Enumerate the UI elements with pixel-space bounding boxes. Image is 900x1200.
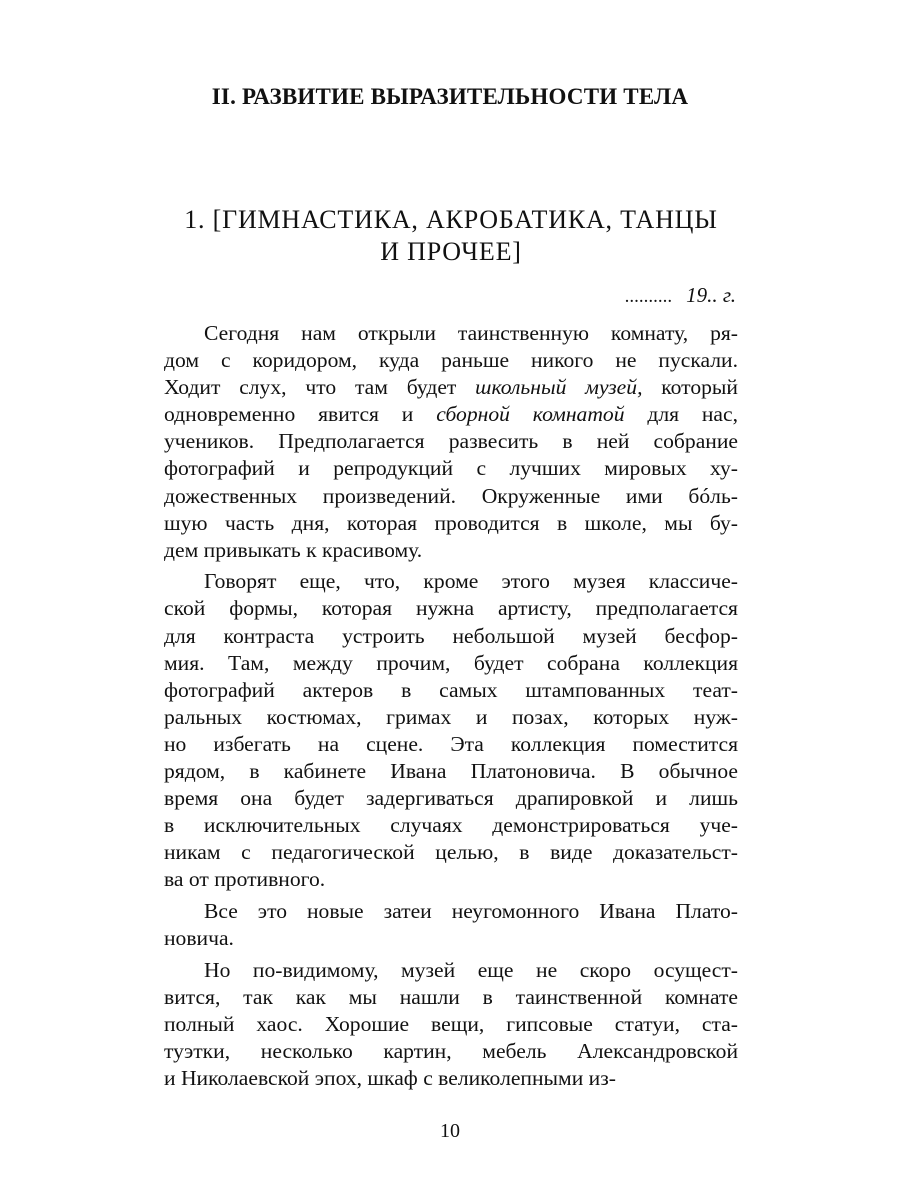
- text-line: одновременно явится и сборной комнатой для нас,: [164, 402, 739, 427]
- emphasized-phrase: школьный музей,: [475, 375, 643, 400]
- chapter-title: [163, 204, 739, 268]
- text-line: в исключительных случаях демонстрироваться уче-: [164, 813, 738, 838]
- body-text: [164, 320, 738, 1097]
- text-line: Говорят еще, что, кроме этого музея классиче-: [204, 569, 738, 594]
- paragraph: [164, 568, 738, 893]
- paragraph: [164, 320, 738, 564]
- text-line: ральных костюмах, гримах и позах, которых нуж-: [164, 704, 738, 729]
- text-line: Ходит слух, что там будет школьный музей, который: [164, 375, 738, 400]
- text-line: новича.: [164, 926, 234, 951]
- text-line: учеников. Предполагается развесить в ней собрание: [164, 429, 738, 454]
- text-line: Сегодня нам открыли таинственную комнату, ря-: [204, 321, 738, 345]
- text-line: никам с педагогической целью, в виде доказательст-: [164, 840, 738, 865]
- text-line: полный хаос. Хорошие вещи, гипсовые статуи, ста-: [164, 1011, 738, 1036]
- paragraph: [164, 957, 738, 1092]
- date-year: 19.. г.: [686, 283, 736, 307]
- text-line: ской формы, которая нужна артисту, предполагается: [164, 596, 738, 621]
- entry-date: [625, 283, 736, 308]
- text-line: дом с коридором, куда раньше никого не пускали.: [164, 348, 738, 373]
- text-line: дем привыкать к красивому.: [164, 537, 423, 562]
- part-title: II. РАЗВИТИЕ ВЫРАЗИТЕЛЬНОСТИ ТЕЛА: [211, 84, 689, 109]
- text-line: для контраста устроить небольшой музей бесфор-: [164, 623, 738, 648]
- text-line: время она будет задергиваться драпировкой и лишь: [164, 786, 738, 811]
- text-line: мия. Там, между прочим, будет собрана коллекция: [164, 650, 738, 675]
- text-line: фотографий и репродукций с лучших мировых ху-: [164, 456, 738, 481]
- text-line: туэтки, несколько картин, мебель Александровской: [164, 1038, 738, 1063]
- text-line: Но по-видимому, музей еще не скоро осущест-: [204, 957, 738, 982]
- chapter-title-line: 1. [ГИМНАСТИКА, АКРОБАТИКА, ТАНЦЫ: [184, 205, 718, 234]
- text-line: шую часть дня, которая проводится в школе, мы бу-: [164, 510, 738, 535]
- emphasized-phrase: сборной комнатой: [436, 402, 625, 427]
- page-number: 10: [440, 1120, 460, 1142]
- text-line: Все это новые затеи неугомонного Ивана Плато-: [204, 898, 738, 923]
- date-placeholder-dots: ..........: [624, 286, 673, 307]
- text-line: но избегать на сцене. Эта коллекция поместится: [164, 731, 738, 756]
- text-line: вится, так как мы нашли в таинственной комнате: [164, 984, 738, 1009]
- text-line: ва от противного.: [164, 867, 326, 892]
- text-line: дожественных произведений. Окруженные ими бóль-: [164, 483, 738, 508]
- text-line: фотографий актеров в самых штампованных теат-: [164, 677, 738, 702]
- text-line: и Николаевской эпох, шкаф с великолепными из-: [164, 1066, 616, 1091]
- text-line: рядом, в кабинете Ивана Платоновича. В обычное: [164, 759, 738, 783]
- paragraph: [164, 898, 738, 952]
- chapter-title-line: И ПРОЧЕЕ]: [380, 237, 522, 266]
